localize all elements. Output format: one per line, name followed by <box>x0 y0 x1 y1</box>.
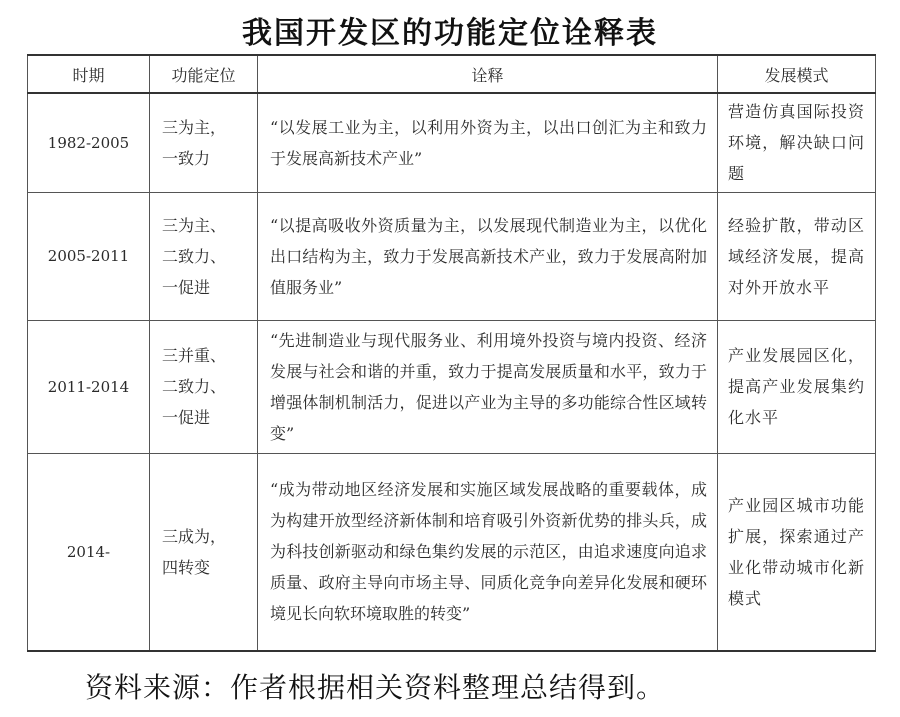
positioning-line: 三为主、 <box>162 215 227 235</box>
explanation-cell: “以提高吸收外资质量为主，以发展现代制造业为主，以优化出口结构为主，致力于发展高新技术产业，致力于发展高附加值服务业” <box>258 192 718 320</box>
positioning-line: 二致力、 <box>162 246 227 266</box>
mode-cell: 经验扩散，带动区域经济发展，提高对外开放水平 <box>718 192 876 320</box>
positioning-line: 四转变 <box>162 557 211 577</box>
explanation-cell: “先进制造业与现代服务业、利用境外投资与境内投资、经济发展与社会和谐的并重，致力于提高发展质量和水平，致力于增强体制机制活力，促进以产业为主导的多功能综合性区域转变” <box>258 320 718 453</box>
positioning-line: 一致力 <box>162 148 211 168</box>
positioning-line: 一促进 <box>162 408 211 427</box>
function-positioning-table <box>27 54 876 652</box>
header-row <box>28 55 876 93</box>
header-mode: 发展模式 <box>718 55 876 93</box>
positioning-cell <box>150 320 258 453</box>
table-row <box>28 192 876 320</box>
explanation-cell: “成为带动地区经济发展和实施区域发展战略的重要载体，成为构建开放型经济新体制和培育吸引外资新优势的排头兵，成为科技创新驱动和绿色集约发展的示范区，由追求速度向追求质量、政府主导向市场主导、同质化竞争向差异化发展和硬环境见长向软环境取胜的转变” <box>258 453 718 651</box>
table-title: 我国开发区的功能定位诠释表 <box>242 16 658 51</box>
table-row <box>28 93 876 192</box>
table-row <box>28 320 876 453</box>
positioning-cell <box>150 192 258 320</box>
explanation-cell: “以发展工业为主，以利用外资为主，以出口创汇为主和致力于发展高新技术产业” <box>258 93 718 192</box>
positioning-cell <box>150 93 258 192</box>
mode-cell: 营造仿真国际投资环境，解决缺口问题 <box>718 93 876 192</box>
positioning-line: 二致力、 <box>162 377 227 396</box>
positioning-line: 三并重、 <box>162 346 227 365</box>
positioning-cell <box>150 453 258 651</box>
period-cell: 2011-2014 <box>28 320 150 453</box>
header-explanation: 诠释 <box>258 55 718 93</box>
header-positioning: 功能定位 <box>150 55 258 93</box>
table-row <box>28 453 876 651</box>
source-note: 资料来源：作者根据相关资料整理总结得到。 <box>85 671 666 704</box>
period-cell: 1982-2005 <box>28 93 150 192</box>
positioning-line: 三为主， <box>162 117 227 137</box>
positioning-line: 一促进 <box>162 277 211 297</box>
positioning-line: 三成为， <box>162 526 227 546</box>
mode-cell: 产业发展园区化，提高产业发展集约化水平 <box>718 320 876 453</box>
period-cell: 2014- <box>28 453 150 651</box>
period-cell: 2005-2011 <box>28 192 150 320</box>
header-period: 时期 <box>28 55 150 93</box>
mode-cell: 产业园区城市功能扩展，探索通过产业化带动城市化新模式 <box>718 453 876 651</box>
